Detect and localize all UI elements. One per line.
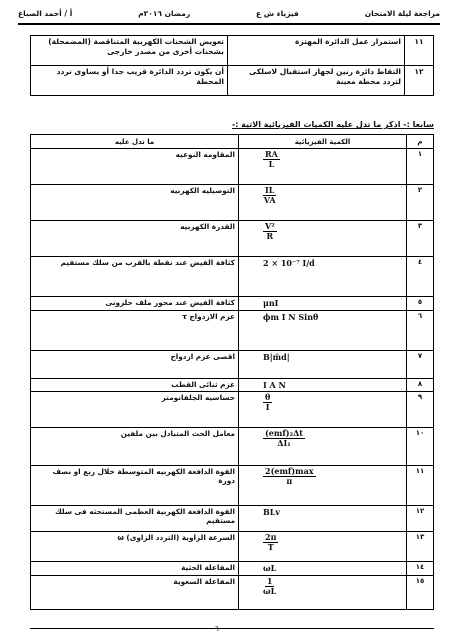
row-quantity: ϕm I N Sinθ (239, 311, 407, 351)
table-row (31, 297, 434, 311)
fraction-numerator: 1 (266, 576, 273, 586)
row-meaning: اقصى عزم ازدواج (31, 351, 239, 379)
row-quantity: BLv (239, 506, 407, 532)
table-row (31, 532, 434, 562)
row-question: التقاط دائرة رنين لجهاز استقبال لاسلكى لتردد محطة معينة (228, 66, 405, 96)
row-number: ٥ (407, 297, 434, 311)
row-meaning: التوصيليه الكهربيه (31, 185, 239, 221)
row-number: ٩ (407, 392, 434, 428)
row-quantity (239, 428, 407, 466)
fraction-denominator: L (268, 158, 275, 169)
row-quantity (239, 185, 407, 221)
header-subject: فيزياء ش ع (256, 9, 299, 18)
row-quantity (239, 466, 407, 506)
row-meaning: كثافة الفيض عند محور ملف حلزونى (31, 297, 239, 311)
table-row (31, 221, 434, 257)
row-quantity (239, 576, 407, 610)
row-quantity: μnI (239, 297, 407, 311)
row-number: ٧ (407, 351, 434, 379)
row-meaning: حساسيه الجلفانومتر (31, 392, 239, 428)
row-quantity (239, 532, 407, 562)
table-row (31, 351, 434, 379)
table-row (31, 257, 434, 297)
page-number: ٦ (215, 625, 219, 633)
row-meaning: معامل الحث المتبادل بين ملفين (31, 428, 239, 466)
row-number: ١١ (407, 466, 434, 506)
table-row (31, 466, 434, 506)
row-number: ١١ (405, 36, 434, 66)
fraction-numerator: θ (265, 392, 271, 402)
row-question: استمرار عمل الدائرة المهتزة (228, 36, 405, 66)
fraction-numerator: RA (265, 149, 278, 159)
col-meaning: ما تدل عليه (31, 135, 239, 149)
table-row (31, 506, 434, 532)
row-answer: تعويض الشحنات الكهربية المتناقصة (المضمحلة) بشحنات أخرى من مصدر خارجى (31, 36, 228, 66)
row-number: ١٢ (405, 66, 434, 96)
fraction-denominator: T (267, 541, 274, 552)
row-quantity (239, 392, 407, 428)
header-divider (18, 23, 440, 25)
row-meaning: القدرة الكهربيه (31, 221, 239, 257)
col-num: م (407, 135, 434, 149)
top-table (30, 35, 434, 96)
row-quantity: ωL (239, 562, 407, 576)
fraction-denominator: ωL (263, 585, 277, 596)
footer-divider (30, 628, 434, 629)
fraction-numerator: IL (265, 185, 275, 195)
table-row (31, 185, 434, 221)
header-date: رمضان ٢٠١٦م (138, 9, 191, 18)
row-number: ٤ (407, 257, 434, 297)
section-title: سابعا :- اذكر ما تدل عليه الكميات الفيزيائية الاتية :- (231, 120, 434, 129)
row-number: ٨ (407, 379, 434, 392)
table-row (31, 311, 434, 351)
row-meaning: المفاعلة الحثية (31, 562, 239, 576)
fraction-denominator: VA (263, 194, 276, 205)
col-quantity: الكمية الفيزيائية (239, 135, 407, 149)
row-number: ١٢ (407, 506, 434, 532)
table-row (31, 392, 434, 428)
table-row (31, 66, 434, 96)
row-meaning: عزم ثنائى القطب (31, 379, 239, 392)
row-meaning: القوة الدافعة الكهربية العظمى المستحثه فى سلك مستقيم (31, 506, 239, 532)
page-header (18, 9, 440, 21)
row-number: ٢ (407, 185, 434, 221)
row-number: ١٣ (407, 532, 434, 562)
header-author: أ / أحمد الصباغ (18, 9, 73, 18)
table-row (31, 576, 434, 610)
row-number: ٦ (407, 311, 434, 351)
fraction-numerator: V² (265, 221, 275, 231)
table-header-row (31, 135, 434, 149)
fraction-numerator: 2π (265, 532, 277, 542)
row-number: ٣ (407, 221, 434, 257)
row-meaning: المفاعلة السعوية (31, 576, 239, 610)
row-quantity: I A N (239, 379, 407, 392)
row-quantity (239, 221, 407, 257)
fraction-numerator: 2(emf)max (265, 466, 314, 476)
header-title: مراجعة ليلة الامتحان (364, 9, 440, 18)
table-row (31, 379, 434, 392)
row-meaning: كثافة الفيض عند نقطة بالقرب من سلك مستقيم (31, 257, 239, 297)
table-row (31, 562, 434, 576)
row-meaning: القوة الدافعة الكهربيه المتوسطة خلال ربع او نصف دورة (31, 466, 239, 506)
fraction-denominator: ΔI₁ (277, 437, 291, 448)
row-quantity: 2 × 10⁻⁷ I/d (239, 257, 407, 297)
row-number: ١٥ (407, 576, 434, 610)
fraction-denominator: π (286, 475, 293, 486)
row-quantity (239, 149, 407, 185)
fraction-numerator: (emf)₂Δt (265, 428, 303, 438)
row-answer: أن يكون تردد الدائرة قريب جدا أو يساوى تردد المحطة (31, 66, 228, 96)
row-number: ١٤ (407, 562, 434, 576)
fraction-denominator: I (265, 401, 270, 412)
row-number: ١ (407, 149, 434, 185)
row-number: ١٠ (407, 428, 434, 466)
table-row (31, 149, 434, 185)
table-row (31, 36, 434, 66)
row-meaning: المقاومه النوعيه (31, 149, 239, 185)
row-meaning: عزم الازدواج τ (31, 311, 239, 351)
quantities-table (30, 134, 434, 610)
fraction-denominator: R (266, 230, 274, 241)
row-quantity: B|m̄d| (239, 351, 407, 379)
row-meaning: السرعة الزاوية (التردد الزاوى) ω (31, 532, 239, 562)
table-row (31, 428, 434, 466)
